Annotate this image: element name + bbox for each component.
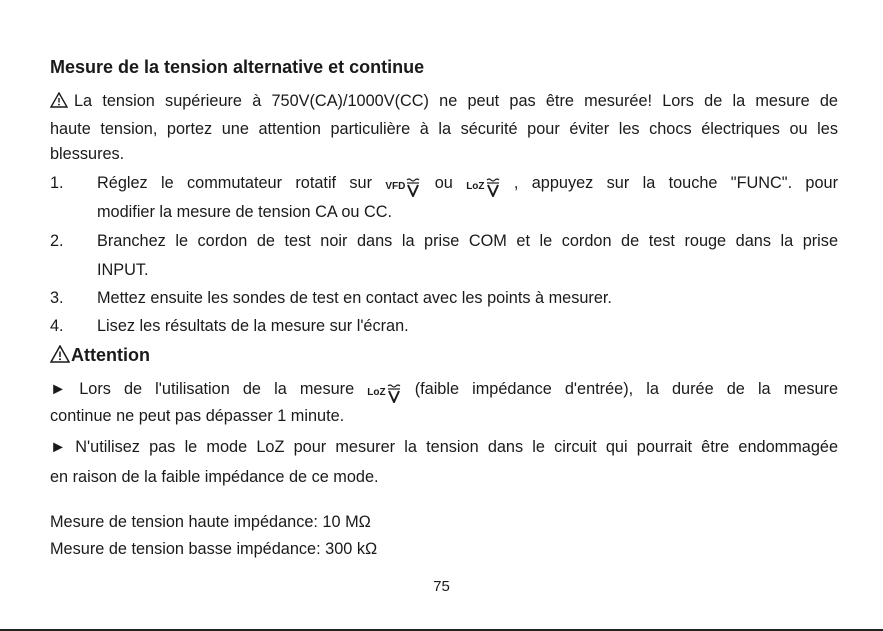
page-number: 75 [433,578,450,595]
warning-line-2: haute tension, portez une attention particulière à la sécurité pour éviter les chocs électriques ou les [50,120,838,138]
step-2-line-2: INPUT. [97,261,149,279]
attention-bullet-1-line-1 [50,378,838,400]
step-1-line-1 [97,172,838,199]
step-1-line-2: modifier la mesure de tension CA ou CC. [97,203,393,221]
step-3-text: Mettez ensuite les sondes de test en contact avec les points à mesurer. [97,289,612,307]
step-2 [50,230,838,252]
attention-bullet-1-line-2: continue ne peut pas dépasser 1 minute. [50,407,345,425]
step-number: 2. [50,232,64,250]
step-number: 4. [50,317,64,335]
attention-bullet-2-line-2: en raison de la faible impédance de ce mode. [50,468,379,486]
warning-triangle-icon [50,345,70,368]
attention-bullet-2-line-1: ► N'utilisez pas le mode LoZ pour mesurer la tension dans le circuit qui pourrait être endommagée [50,438,838,456]
step-4 [50,315,838,337]
warning-triangle-icon [50,92,68,114]
step-1 [50,172,838,194]
step-4-text: Lisez les résultats de la mesure sur l'écran. [97,317,409,335]
section-heading: Mesure de la tension alternative et continue [50,57,425,77]
step-1-text-after: , appuyez sur la touche "FUNC". pour [513,174,839,192]
warning-text-1: La tension supérieure à 750V(CA)/1000V(CC) ne peut pas être mesurée! Lors de la mesure de [74,92,838,110]
step-1-text-or: ou [434,174,453,192]
loz-symbol-label: LoZ [367,387,386,398]
step-3 [50,287,838,309]
warning-line-3: blessures. [50,145,125,163]
vfd-voltage-symbol [385,176,421,199]
step-1-text-before: Réglez le commutateur rotatif sur [97,174,373,192]
step-number: 3. [50,289,64,307]
step-2-line-1: Branchez le cordon de test noir dans la prise COM et le cordon de test rouge dans la prise [97,232,838,250]
bullet-1-text-after: (faible impédance d'entrée), la durée de la mesure [414,380,838,398]
loz-symbol-label: LoZ [466,181,485,192]
step-number: 1. [50,174,64,192]
ac-dc-voltage-icon [386,383,402,403]
ac-dc-voltage-icon [485,177,501,197]
bullet-1-text-before: ► Lors de l'utilisation de la mesure [50,380,355,398]
loz-voltage-symbol [466,176,500,199]
spec-low-impedance: Mesure de tension basse impédance: 300 kΩ [50,540,378,558]
loz-voltage-symbol [367,382,401,405]
ac-dc-voltage-icon [405,177,421,197]
attention-title: Attention [71,345,150,365]
attention-heading [50,345,150,368]
spec-high-impedance: Mesure de tension haute impédance: 10 MΩ [50,513,371,531]
warning-line-1 [50,90,838,112]
vfd-symbol-label: VFD [385,181,406,192]
